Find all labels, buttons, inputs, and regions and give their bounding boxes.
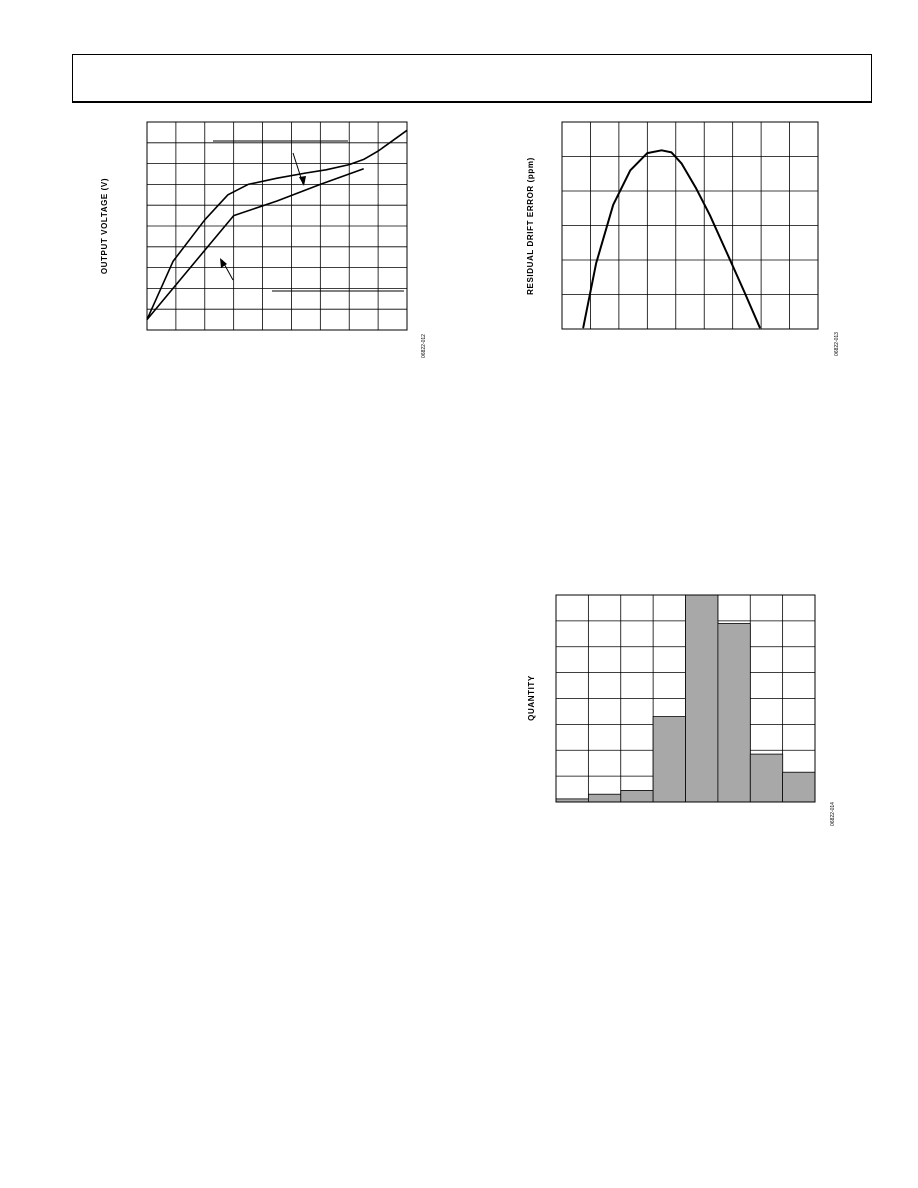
y-axis-label: QUANTITY: [527, 675, 536, 721]
histogram-bar: [750, 754, 782, 802]
series-line-2: [147, 169, 364, 320]
histogram-bar: [686, 595, 718, 802]
histogram-bar: [653, 717, 685, 802]
histogram-bar: [588, 794, 620, 802]
grid-lines: [562, 122, 818, 329]
quantity-histogram-chart: [522, 586, 852, 836]
figure-code: 06822-012: [421, 334, 427, 358]
y-axis-label: OUTPUT VOLTAGE (V): [100, 177, 109, 275]
figure-code: 06822-013: [834, 332, 840, 356]
figure-code: 06822-014: [830, 802, 836, 826]
histogram-bar: [718, 624, 750, 803]
residual-drift-error-chart: [522, 112, 852, 368]
series-group: [583, 150, 759, 327]
histogram-bar: [621, 790, 653, 802]
output-voltage-chart: [96, 112, 426, 368]
grid-lines: [147, 122, 407, 330]
histogram-bar: [783, 772, 815, 802]
page-header-box: [72, 54, 872, 103]
y-axis-label: RESIDUAL DRIFT ERROR (ppm): [526, 157, 535, 295]
drift-error-curve: [583, 150, 759, 327]
